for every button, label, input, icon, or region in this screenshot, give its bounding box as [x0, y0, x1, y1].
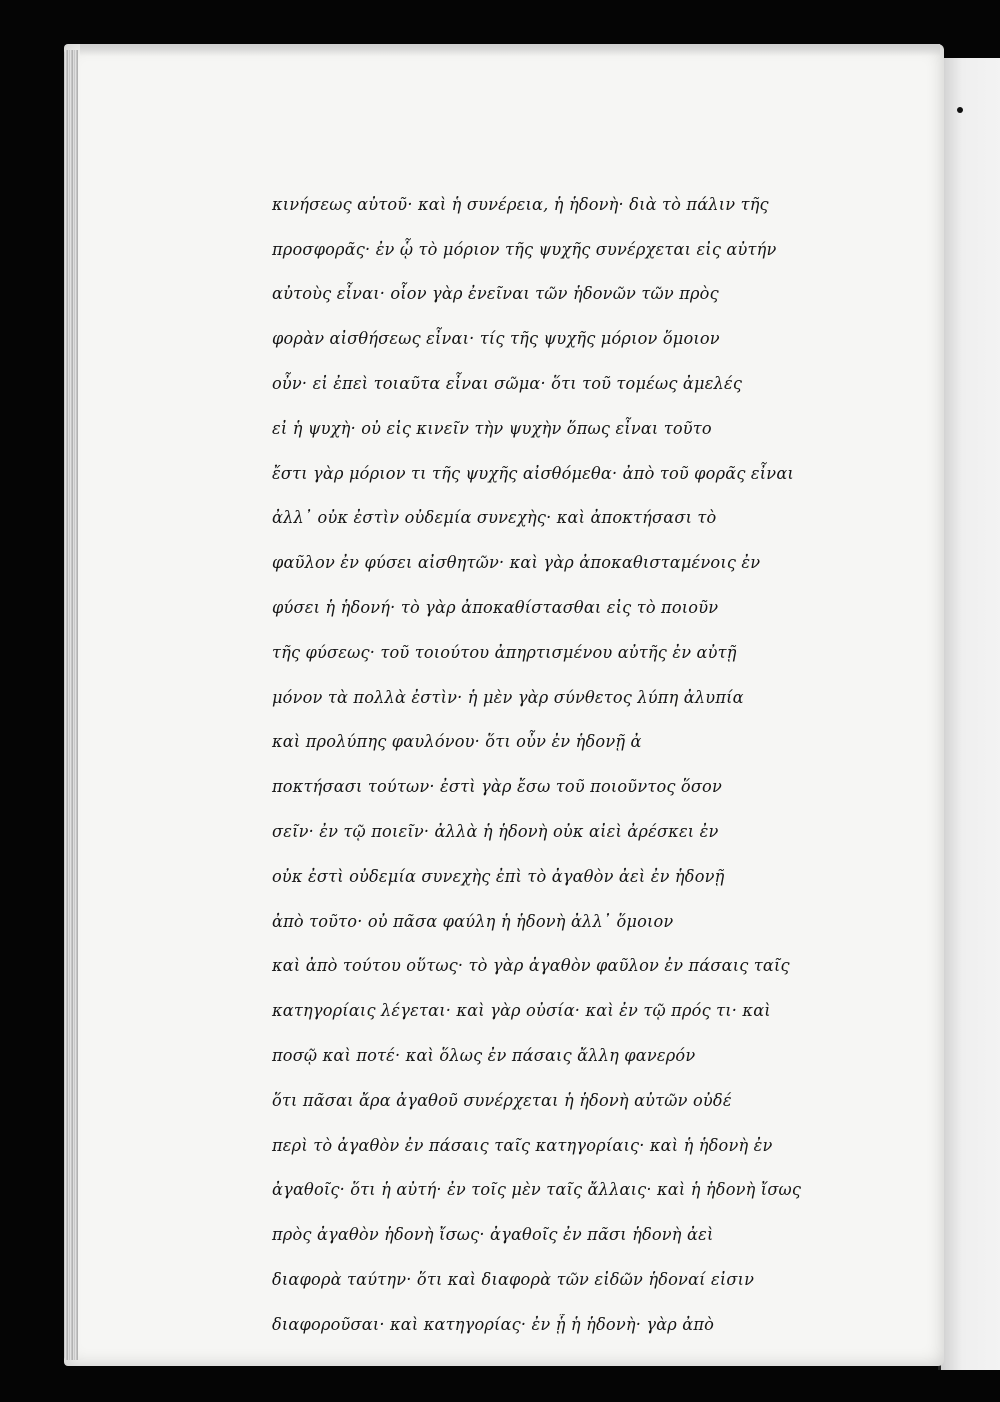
text-line: οὐκ ἐστὶ οὐδεμία συνεχὴς ἐπὶ τὸ ἀγαθὸν ἀεὶ ἐν ἡδονῇ	[272, 866, 725, 887]
text-line: ποκτήσασι τούτων· ἐστὶ γὰρ ἔσω τοῦ ποιοῦντος ὅσον	[272, 777, 722, 798]
text-line: ποσῷ καὶ ποτέ· καὶ ὅλως ἐν πάσαις ἄλλη φανερόν	[272, 1045, 696, 1066]
page-top-shadow	[80, 44, 940, 56]
text-line: προσφορᾶς· ἐν ᾧ τὸ μόριον τῆς ψυχῆς συνέρχεται εἰς αὐτήν	[272, 239, 777, 260]
text-line: ὅτι πᾶσαι ἄρα ἀγαθοῦ συνέρχεται ἡ ἡδονὴ αὐτῶν οὐδέ	[272, 1090, 732, 1111]
text-line: ἀλλ᾽ οὐκ ἐστὶν οὐδεμία συνεχὴς· καὶ ἀποκτήσασι τὸ	[272, 508, 717, 529]
text-line: ἀπὸ τοῦτο· οὐ πᾶσα φαύλη ἡ ἡδονὴ ἀλλ᾽ ὅμοιον	[272, 911, 674, 932]
text-line: φύσει ἡ ἡδονή· τὸ γὰρ ἀποκαθίστασθαι εἰς τὸ ποιοῦν	[272, 597, 719, 618]
text-line: περὶ τὸ ἀγαθὸν ἐν πάσαις ταῖς κατηγορίαις· καὶ ἡ ἡδονὴ ἐν	[272, 1135, 773, 1156]
handwritten-text-block	[272, 170, 892, 1335]
text-line: ἀγαθοῖς· ὅτι ἡ αὐτή· ἐν τοῖς μὲν ταῖς ἄλλαις· καὶ ἡ ἡδονὴ ἴσως	[272, 1180, 802, 1201]
text-line: ἔστι γὰρ μόριον τι τῆς ψυχῆς αἰσθόμεθα· ἀπὸ τοῦ φορᾶς εἶναι	[272, 463, 794, 484]
adjacent-leaf	[938, 58, 1000, 1370]
ink-dot	[957, 107, 963, 113]
text-line: αὐτοὺς εἶναι· οἷον γὰρ ἐνεῖναι τῶν ἡδονῶν τῶν πρὸς	[272, 284, 719, 305]
text-line: πρὸς ἀγαθὸν ἡδονὴ ἴσως· ἀγαθοῖς ἐν πᾶσι ἡδονὴ ἀεὶ	[272, 1225, 714, 1246]
text-line: διαφορὰ ταύτην· ὅτι καὶ διαφορὰ τῶν εἰδῶν ἡδοναί εἰσιν	[272, 1269, 755, 1290]
text-line: κινήσεως αὐτοῦ· καὶ ἡ συνέρεια, ἡ ἡδονὴ· διὰ τὸ πάλιν τῆς	[272, 194, 769, 215]
text-line: σεῖν· ἐν τῷ ποιεῖν· ἀλλὰ ἡ ἡδονὴ οὐκ αἰεὶ ἀρέσκει ἐν	[272, 821, 719, 842]
text-line: κατηγορίαις λέγεται· καὶ γὰρ οὐσία· καὶ ἐν τῷ πρός τι· καὶ	[272, 1001, 771, 1022]
text-line: φορὰν αἰσθήσεως εἶναι· τίς τῆς ψυχῆς μόριον ὅμοιον	[272, 329, 720, 350]
text-line: εἰ ἡ ψυχὴ· οὐ εἰς κινεῖν τὴν ψυχὴν ὅπως εἶναι τοῦτο	[272, 418, 712, 439]
text-line: τῆς φύσεως· τοῦ τοιούτου ἀπηρτισμένου αὐτῆς ἐν αὐτῇ	[272, 642, 737, 663]
text-line: καὶ προλύπης φαυλόνου· ὅτι οὖν ἐν ἡδονῇ ἀ	[272, 732, 642, 753]
page-edges	[64, 50, 78, 1360]
text-line: οὖν· εἰ ἐπεὶ τοιαῦτα εἶναι σῶμα· ὅτι τοῦ τομέως ἀμελές	[272, 373, 743, 394]
text-line: καὶ ἀπὸ τούτου οὕτως· τὸ γὰρ ἀγαθὸν φαῦλον ἐν πάσαις ταῖς	[272, 956, 790, 977]
text-line: μόνον τὰ πολλὰ ἐστὶν· ἡ μὲν γὰρ σύνθετος λύπη ἀλυπία	[272, 687, 744, 708]
text-line: φαῦλον ἐν φύσει αἰσθητῶν· καὶ γὰρ ἀποκαθισταμένοις ἐν	[272, 553, 761, 574]
text-line: διαφοροῦσαι· καὶ κατηγορίας· ἐν ᾗ ἡ ἡδονὴ· γὰρ ἀπὸ	[272, 1314, 715, 1335]
